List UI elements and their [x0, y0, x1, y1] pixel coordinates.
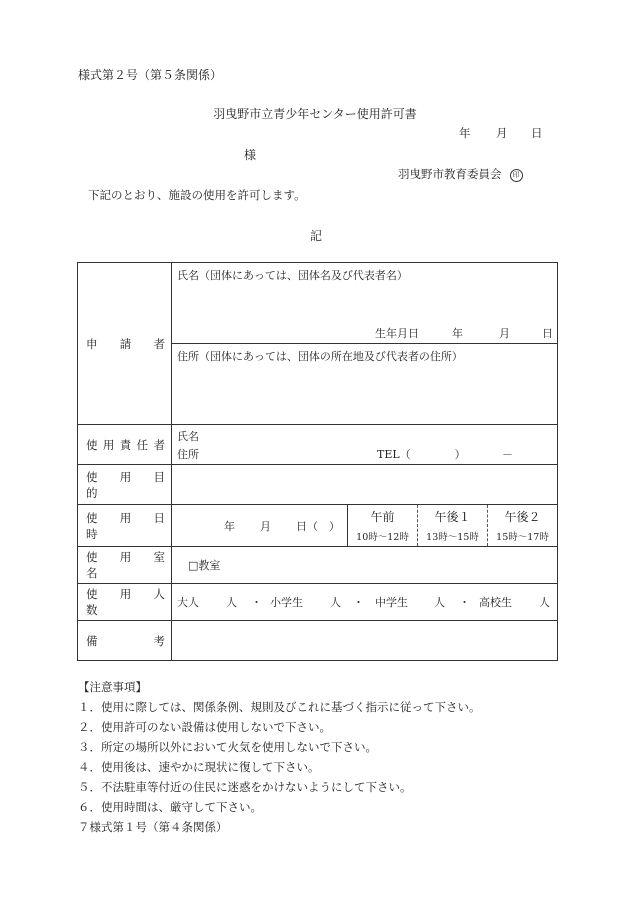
remarks-label: 備 考 — [78, 621, 172, 661]
applicant-name-row — [78, 263, 558, 344]
attendees-row — [78, 584, 558, 621]
time-slot-name: 午前 — [370, 510, 395, 524]
responsible-cell[interactable] — [172, 425, 558, 465]
applicant-name-cell[interactable] — [172, 263, 558, 344]
attendee-separator: ・ — [251, 596, 262, 609]
form-label: 様式第２号（第５条関係） — [78, 68, 223, 82]
room-cell — [172, 547, 558, 584]
use-day-label: 日（ ） — [296, 520, 340, 533]
time-slot-name: 午後２ — [504, 510, 541, 524]
attendee-category: 大人 — [177, 596, 199, 609]
use-year-label: 年 — [224, 520, 235, 533]
time-slot-pm2[interactable] — [487, 505, 557, 546]
datetime-row — [78, 505, 558, 547]
birth-year-label: 年 — [452, 327, 463, 340]
issue-date-day-label: 日 — [531, 126, 543, 140]
notes-item: ６．使用時間は、厳守して下さい。 — [78, 800, 262, 814]
issuer-name: 羽曳野市教育委員会 — [398, 167, 502, 181]
ki-heading: 記 — [310, 229, 323, 243]
room-label: 使 用 室 名 — [78, 547, 172, 584]
notes-item: ３．所定の場所以外において火気を使用しないで下さい。 — [78, 740, 377, 754]
time-slot-pm1[interactable] — [417, 505, 487, 546]
remarks-row — [78, 621, 558, 661]
attendee-separator: ・ — [459, 596, 470, 609]
room-row — [78, 547, 558, 584]
notes-item: ２．使用許可のない設備は使用しないで下さい。 — [78, 720, 331, 734]
applicant-address-cell[interactable] — [172, 344, 558, 425]
notes-item: ４．使用後は、速やかに現状に復して下さい。 — [78, 760, 320, 774]
remarks-cell[interactable] — [172, 621, 558, 661]
tel-label: TEL（ ） — [377, 448, 466, 461]
issuer — [398, 166, 523, 182]
footer-form-label: ７様式第１号（第４条関係） — [78, 820, 228, 834]
purpose-row — [78, 465, 558, 505]
birth-day-label: 日 — [542, 327, 553, 340]
time-slot-range: 10時～12時 — [356, 532, 409, 543]
document-title: 羽曳野市立青少年センター使用許可書 — [213, 107, 417, 121]
notes-title: 【注意事項】 — [78, 680, 147, 694]
responsible-row — [78, 425, 558, 465]
seal-mark: 印 — [510, 169, 523, 182]
addressee-suffix: 様 — [244, 148, 257, 162]
time-slot-range: 15時～17時 — [496, 532, 549, 543]
issue-date-month-label: 月 — [496, 126, 508, 140]
room-option-checkbox[interactable]: □教室 — [188, 559, 221, 572]
responsible-name-caption: 氏名 — [177, 430, 199, 443]
responsible-address-caption: 住所 — [177, 448, 199, 461]
notes-item: １．使用に際しては、関係条例、規則及びこれに基づく指示に従って下さい。 — [78, 700, 481, 714]
applicant-label: 申 請 者 — [78, 263, 172, 425]
birth-date-label: 生年月日 — [375, 327, 419, 340]
applicant-name-caption: 氏名（団体にあっては、団体名及び代表者名） — [177, 269, 408, 282]
attendees-label: 使 用 人 数 — [78, 584, 172, 621]
time-slot-am[interactable] — [348, 505, 417, 546]
attendee-category: 小学生 — [270, 596, 303, 609]
attendee-category: 中学生 — [375, 596, 408, 609]
date-input-area[interactable] — [172, 505, 348, 546]
attendee-separator: ・ — [353, 596, 364, 609]
notes-item: ５．不法駐車等付近の住民に迷惑をかけないようにして下さい。 — [78, 780, 412, 794]
attendee-unit: 人 — [330, 596, 341, 609]
attendee-unit: 人 — [539, 596, 550, 609]
tel-dash: － — [502, 448, 513, 461]
attendees-cell[interactable] — [172, 584, 558, 621]
issue-date-year-label: 年 — [459, 126, 471, 140]
purpose-label: 使 用 目 的 — [78, 465, 172, 505]
attendee-unit: 人 — [434, 596, 445, 609]
use-month-label: 月 — [260, 520, 271, 533]
time-slot-name: 午後１ — [434, 510, 471, 524]
datetime-cell — [172, 505, 558, 547]
applicant-address-caption: 住所（団体にあっては、団体の所在地及び代表者の住所） — [177, 350, 463, 363]
birth-month-label: 月 — [499, 327, 510, 340]
attendee-category: 高校生 — [479, 596, 512, 609]
datetime-label: 使 用 日 時 — [78, 505, 172, 547]
time-slots — [348, 505, 557, 546]
purpose-cell[interactable] — [172, 465, 558, 505]
body-text: 下記のとおり、施設の使用を許可します。 — [88, 188, 306, 202]
time-slot-range: 13時～15時 — [426, 532, 479, 543]
responsible-label: 使用責任者 — [78, 425, 172, 465]
attendee-unit: 人 — [226, 596, 237, 609]
permit-table — [77, 262, 558, 661]
